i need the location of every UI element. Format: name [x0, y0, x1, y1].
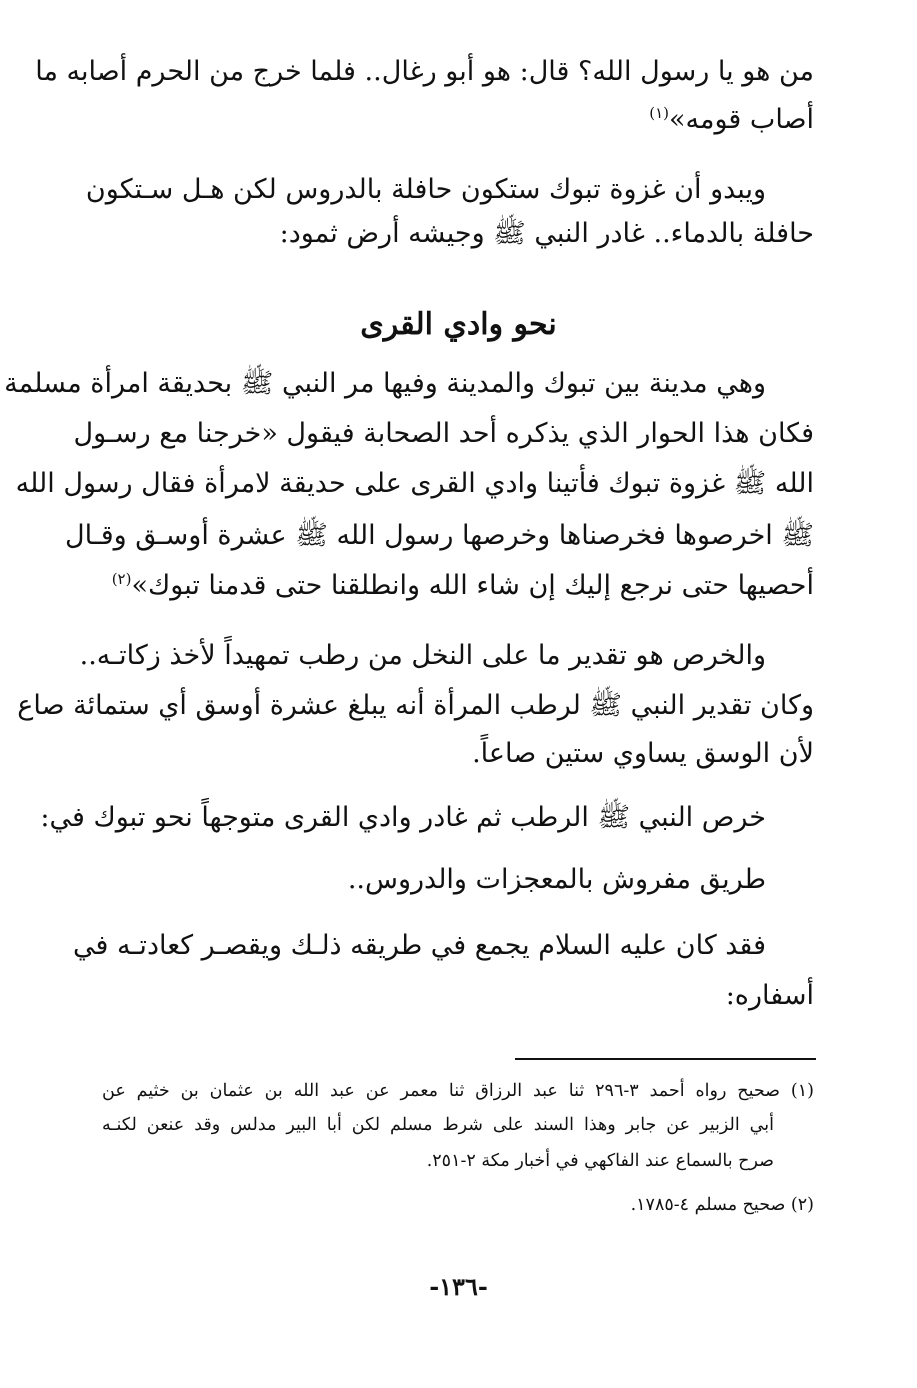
paragraph-1-line-2 — [102, 98, 814, 142]
paragraph-3-line-5 — [102, 564, 814, 608]
paragraph-1-line-2-text: أصاب قومه» — [669, 104, 814, 135]
paragraph-3-line-2: فكان هذا الحوار الذي يذكره أحد الصحابة فيقول «خرجنا مع رسـول — [73, 418, 814, 449]
paragraph-2-line-1-text: ويبدو أن غزوة تبوك ستكون حافلة بالدروس لكن هـل سـتكون — [85, 174, 766, 205]
paragraph-3-line-5-text: أحصيها حتى نرجع إليك إن شاء الله وانطلقنا حتى قدمنا تبوك» — [131, 570, 814, 601]
paragraph-7-line-1: فقد كان عليه السلام يجمع في طريقه ذلـك ويقصـر كعادتـه في — [73, 930, 766, 961]
footnote-separator — [515, 1058, 816, 1060]
paragraph-5-line-1: خرص النبي ﷺ الرطب ثم غادر وادي القرى متوجهاً نحو تبوك في: — [40, 802, 766, 833]
paragraph-6-line-1: طريق مفروش بالمعجزات والدروس.. — [347, 864, 766, 895]
paragraph-7-line-2: أسفاره: — [725, 980, 814, 1011]
paragraph-3-line-1: وهي مدينة بين تبوك والمدينة وفيها مر النبي ﷺ بحديقة امرأة مسلمة — [4, 368, 766, 399]
section-heading: نحو وادي القرى — [360, 307, 557, 342]
page-number: -١٣٦- — [429, 1272, 488, 1301]
footnote-1-line-2: أبي الزبير عن جابر وهذا السند على شرط مسلم لكن أبا البير مدلس وقد عنعن لكنـه — [102, 1115, 774, 1135]
paragraph-3-line-4: ﷺ اخرصوها فخرصناها وخرصها رسول الله ﷺ عشرة أوسـق وقـال — [64, 520, 814, 551]
paragraph-4-line-3: لأن الوسق يساوي ستين صاعاً. — [472, 738, 814, 769]
paragraph-4-line-1: والخرص هو تقدير ما على النخل من رطب تمهيداً لأخذ زكاتـه.. — [79, 640, 766, 671]
footnote-ref-1: (١) — [649, 104, 670, 122]
footnote-2-line-1: (٢) صحيح مسلم ٤-١٧٨٥. — [630, 1195, 814, 1215]
footnote-1-line-1: (١) صحيح رواه أحمد ٣-٢٩٦ ثنا عبد الرزاق ثنا معمر عن عبد الله بن عثمان بن خثيم عن — [102, 1081, 814, 1101]
paragraph-2-line-1 — [85, 168, 814, 212]
paragraph-1-line-1: من هو يا رسول الله؟ قال: هو أبو رغال.. فلما خرج من الحرم أصابه ما — [35, 56, 814, 87]
footnote-1-line-3: صرح بالسماع عند الفاكهي في أخبار مكة ٢-٢٥١. — [426, 1151, 774, 1171]
footnote-ref-2: (٢) — [111, 570, 132, 588]
paragraph-4-line-2: وكان تقدير النبي ﷺ لرطب المرأة أنه يبلغ عشرة أوسق أي ستمائة صاع — [17, 690, 814, 721]
paragraph-2-line-2: حافلة بالدماء.. غادر النبي ﷺ وجيشه أرض ثمود: — [279, 218, 814, 249]
paragraph-3-line-3: الله ﷺ غزوة تبوك فأتينا وادي القرى على حديقة لامرأة فقال رسول الله — [15, 468, 814, 499]
